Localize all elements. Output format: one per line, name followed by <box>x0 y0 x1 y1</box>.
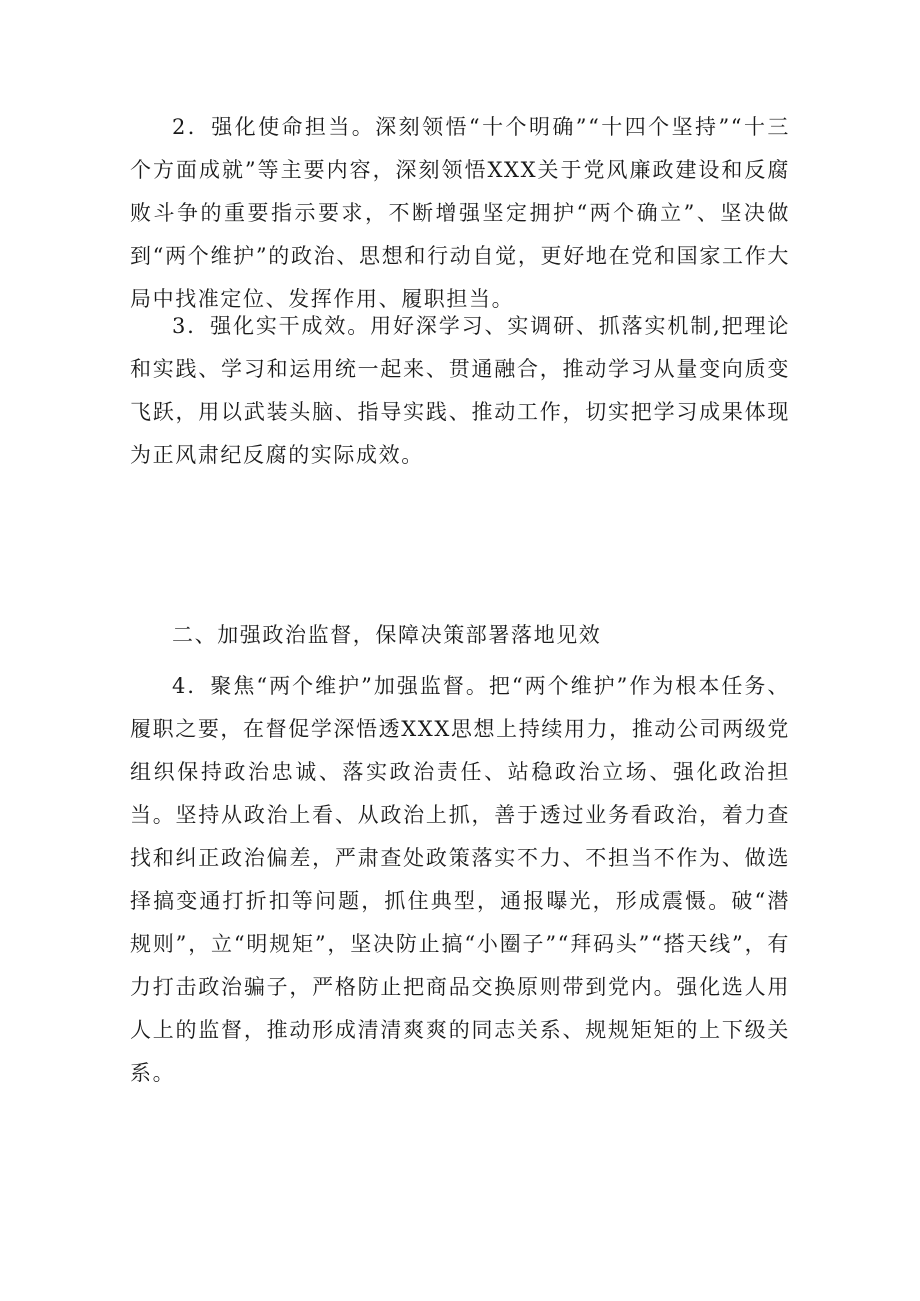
paragraph-item-3: 3．强化实干成效。用好深学习、实调研、抓落实机制,把理论和实践、学习和运用统一起来、贯通融合，推动学习从量变向质变飞跃，用以武装头脑、指导实践、推动工作，切实把学习成果体现为正风肃纪反腐的实际成效。 <box>130 314 790 467</box>
paragraph-item-4: 4．聚焦“两个维护”加强监督。把“两个维护”作为根本任务、履职之要，在督促学深悟透XXX思想上持续用力，推动公司两级党组织保持政治忠诚、落实政治责任、站稳政治立场、强化政治担当。坚持从政治上看、从政治上抓，善于透过业务看政治，着力查找和纠正政治偏差，严肃查处政策落实不力、不担当不作为、做选择搞变通打折扣等问题，抓住典型，通报曝光，形成震慑。破“潜规则”，立“明规矩”，坚决防止搞“小圈子”“拜码头”“搭天线”，有力打击政治骗子，严格防止把商品交换原则带到党内。强化选人用人上的监督，推动形成清清爽爽的同志关系、规规矩矩的上下级关系。 <box>130 674 790 1085</box>
section-heading: 二、加强政治监督，保障决策部署落地见效 <box>172 623 602 647</box>
paragraph-item-2: 2．强化使命担当。深刻领悟“十个明确”“十四个坚持”“十三个方面成就”等主要内容，深刻领悟XXX关于党风廉政建设和反腐败斗争的重要指示要求，不断增强坚定拥护“两个确立”、坚决做到“两个维护”的政治、思想和行动自觉，更好地在党和国家工作大局中找准定位、发挥作用、履职担当。 <box>130 115 790 311</box>
